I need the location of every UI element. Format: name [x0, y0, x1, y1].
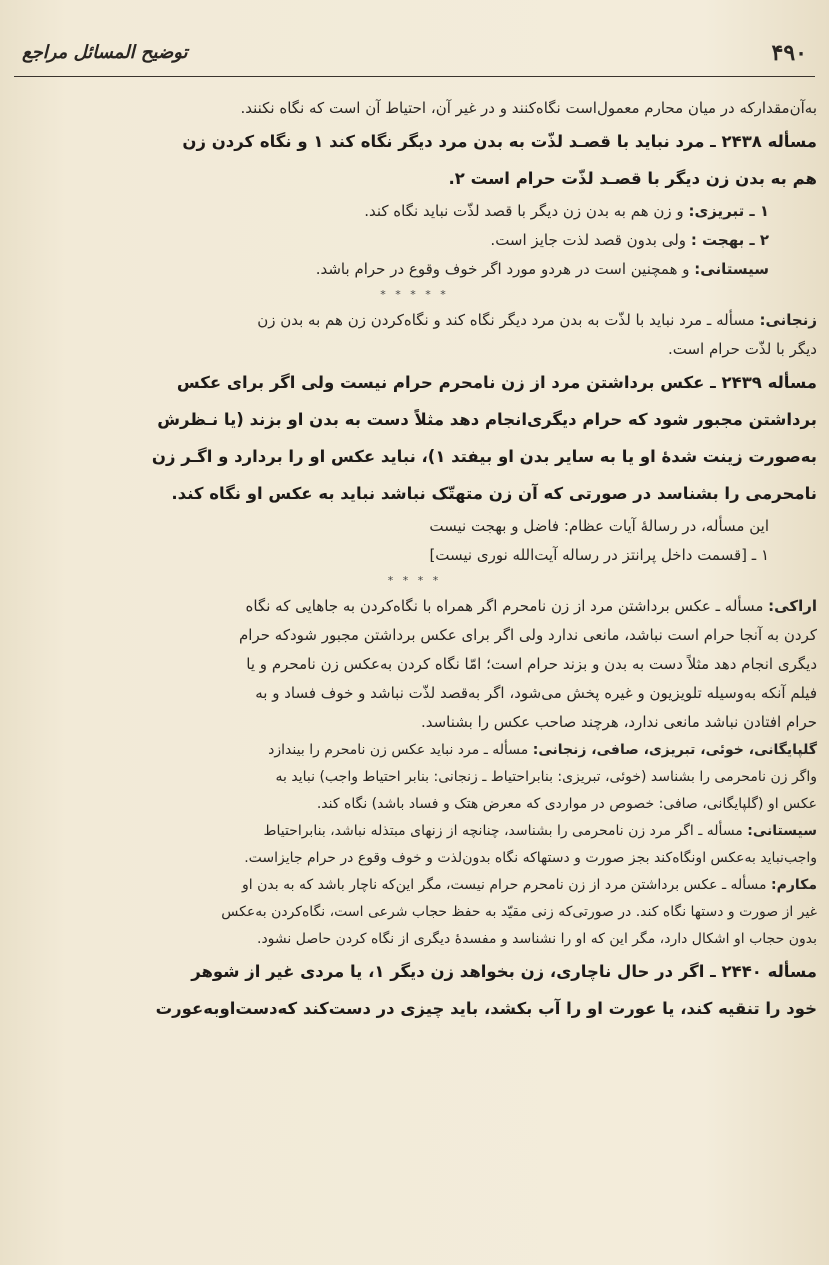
- page-content: [12, 94, 817, 1265]
- masale-2439-line: مسأله ۲۴۳۹ ـ عکس برداشتن مرد از زن نامحرم حرام نیست ولی اگر برای عکس: [176, 373, 817, 392]
- note-ayat: این مسأله، در رسالهٔ آیات عظام: فاضل و بهجت نیست: [429, 517, 769, 535]
- makarem-note: [12, 872, 817, 953]
- page-number: ۴۹۰: [771, 40, 807, 66]
- footnote-label: ۱ ـ تبریزی:: [688, 202, 769, 220]
- scholar-label: مکارم:: [771, 877, 817, 893]
- zanjani-text: مسأله ـ مرد نباید با لذّت به بدن مرد دیگر نگاه کند و نگاه‌کردن زن هم به بدن زن: [257, 311, 755, 329]
- section-separator: * * * * *: [380, 288, 449, 301]
- masale-2440: [12, 953, 817, 1027]
- makarem-text: مسأله ـ عکس برداشتن مرد از زن نامحرم حرام نیست، مگر این‌که ناچار باشد که به بدن او: [242, 877, 767, 893]
- araki-line: کردن به آنجا حرام است نباشد، مانعی ندارد ولی اگر برای عکس برداشتن مجبور شودکه حرام: [239, 626, 817, 644]
- golpaygani-text: مسأله ـ مرد نباید عکس زن نامحرم را بیندازد: [268, 742, 529, 758]
- masale-2439-line: به‌صورت زینت شدهٔ او یا به سایر بدن او بیفتد ۱)، نباید عکس او را بردارد و اگـر زن: [151, 447, 817, 466]
- golpaygani-line: عکس او (گلپایگانی، صافی: خصوص در مواردی که معرض هتک و فساد باشد) نگاه کند.: [316, 796, 817, 812]
- masale-2439: [12, 364, 817, 512]
- golpaygani-line: واگر زن نامحرمی را بشناسد (خوئی، تبریزی: بنابراحتیاط ـ زنجانی: بنابر احتیاط واجب) نباید به: [275, 769, 817, 785]
- footnote-label: سیستانی:: [694, 260, 769, 278]
- footnote-tabrizi: [12, 197, 817, 226]
- masale-2439-line: نامحرمی را بشناسد در صورتی که آن زن متهتّک نباشد نباید به عکس او نگاه کند.: [171, 484, 817, 503]
- note-parenthesis: ۱ ـ [قسمت داخل پرانتز در رساله آیت‌الله نوری نیست]: [429, 546, 769, 564]
- makarem-line: غیر از صورت و دستها نگاه کند. در صورتی‌که زنی مقیّد به حفظ حجاب شرعی است، نگاه‌کردن به‌عکس: [221, 904, 817, 920]
- intro-line: به‌آن‌مقدارکه در میان محارم معمول‌است نگاه‌کنند و در غیر آن، احتیاط آن است که نگاه نکنند.: [240, 99, 817, 117]
- golpaygani-note: [12, 737, 817, 818]
- masale-2440-line: مسأله ۲۴۴۰ ـ اگر در حال ناچاری، زن بخواهد زن دیگر ۱، یا مردی غیر از شوهر: [191, 962, 817, 981]
- araki-text: مسأله ـ عکس برداشتن مرد از زن نامحرم اگر همراه با نگاه‌کردن به جاهایی که نگاه: [245, 597, 764, 615]
- scholar-label: گلپایگانی، خوئی، تبریزی، صافی، زنجانی:: [532, 742, 817, 758]
- araki-line: فیلم آنکه به‌وسیله تلویزیون و غیره پخش می‌شود، اگر به‌قصد لذّت نباشد و خوف فساد و به: [255, 684, 817, 702]
- page-header: [14, 36, 815, 77]
- masale-2438-line: هم به بدن زن دیگر با قصـد لذّت حرام است ۲.: [448, 169, 817, 188]
- footnote-text: ولی بدون قصد لذت جایز است.: [490, 231, 687, 249]
- makarem-line: بدون حجاب او اشکال دارد، مگر این که او را نشناسد و مفسدهٔ دیگری از نگاه کردن حاصل نشود.: [257, 931, 817, 947]
- masale-2440-line: خود را تنقیه کند، یا عورت او را آب بکشد، باید چیزی در دست‌کند که‌دست‌اوبه‌عورت: [155, 999, 817, 1018]
- footnote-sistani: [12, 255, 817, 284]
- golpaygani-line: [12, 737, 817, 764]
- zanjani-note: [12, 306, 817, 364]
- scholar-label: زنجانی:: [759, 311, 817, 329]
- sistani-line: [12, 818, 817, 845]
- zanjani-line: [12, 306, 817, 335]
- araki-line: دیگری انجام دهد مثلاً دست به بدن و بزند حرام است؛ امّا نگاه کردن به‌عکس زن نامحرم و یا: [246, 655, 817, 673]
- araki-note: [12, 592, 817, 737]
- masale-2439-line: برداشتن مجبور شود که حرام دیگری‌انجام دهد مثلاً دست به بدن او بزند (یا نـظرش: [157, 410, 817, 429]
- scholar-label: سیستانی:: [747, 823, 817, 839]
- footnote-label: ۲ ـ بهجت :: [690, 231, 769, 249]
- scholar-label: اراکی:: [768, 597, 817, 615]
- araki-line: حرام افتادن نباشد مانعی ندارد، هرچند صاحب عکس را بشناسد.: [420, 713, 817, 731]
- sistani-text: مسأله ـ اگر مرد زن نامحرمی را بشناسد، چنانچه از زنهای مبتذله نباشد، بنابراحتیاط: [263, 823, 743, 839]
- footnote-bahjat: [12, 226, 817, 255]
- makarem-line: [12, 872, 817, 899]
- zanjani-line: دیگر با لذّت حرام است.: [667, 340, 817, 358]
- running-title: توضیح المسائل مراجع: [22, 42, 188, 63]
- footnote-text: و همچنین است در هردو مورد اگر خوف وقوع در حرام باشد.: [315, 260, 690, 278]
- section-separator: * * * *: [387, 574, 442, 587]
- masale-2438: [12, 123, 817, 197]
- footnote-text: و زن هم به بدن زن دیگر با قصد لذّت نباید نگاه کند.: [364, 202, 684, 220]
- sistani-note: [12, 818, 817, 872]
- masale-2438-line: مسأله ۲۴۳۸ ـ مرد نباید با قصـد لذّت به بدن مرد دیگر نگاه کند ۱ و نگاه کردن زن: [182, 132, 817, 151]
- araki-line: [12, 592, 817, 621]
- sistani-line: واجب‌نباید به‌عکس اونگاه‌کند بجز صورت و دستهاکه نگاه بدون‌لذت و خوف وقوع در حرام جایزاست.: [244, 850, 817, 866]
